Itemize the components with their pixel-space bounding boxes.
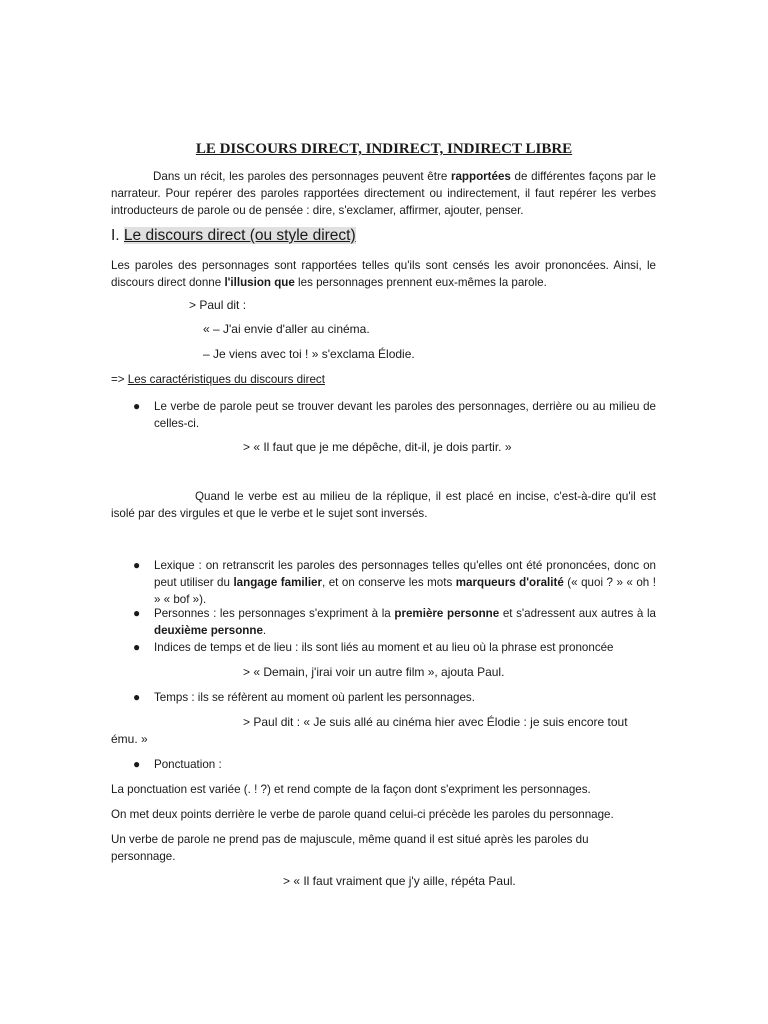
bullet-ponctuation: Ponctuation :: [154, 758, 222, 771]
example4-line2: ému. »: [111, 732, 148, 746]
intro-text-2: de différentes façons par le narrateur. Pour repérer des paroles rapportées directement ou indirectement, il faut repérer les verbes introducteurs de parole ou de pensée : dire, s'exclamer, affirmer, ajouter, penser.: [111, 170, 656, 217]
bullet-icon: ●: [133, 690, 141, 704]
characteristics-heading: [111, 371, 656, 388]
bullet-indices: Indices de temps et de lieu : ils sont liés au moment et au lieu où la phrase est prononcée: [154, 641, 614, 654]
incise-paragraph: Quand le verbe est au milieu de la réplique, il est placé en incise, c'est-à-dire qu'il est isolé par des virgules et que le verbe et le sujet sont inversés.: [111, 490, 656, 520]
ponctuation-paragraph-1: La ponctuation est variée (. ! ?) et rend compte de la façon dont s'expriment les personnages.: [111, 783, 591, 796]
personnes-text-2: et s'adressent aux autres à la: [499, 607, 656, 620]
characteristics-label: Les caractéristiques du discours direct: [127, 373, 325, 386]
example1-line1: > Paul dit :: [189, 298, 247, 312]
example3: > « Demain, j'irai voir un autre film », ajouta Paul.: [243, 665, 505, 679]
lexique-bold-1: langage familier: [233, 576, 322, 589]
personnes-bold-2: deuxième personne: [154, 624, 263, 637]
definition-text-2: les personnages prennent eux-mêmes la parole.: [294, 276, 547, 289]
lexique-text-2: , et on conserve les mots: [322, 576, 456, 589]
personnes-bold-1: première personne: [394, 607, 500, 620]
section-number: I.: [111, 227, 124, 244]
ponctuation-paragraph-3: Un verbe de parole ne prend pas de majuscule, même quand il est situé après les paroles du personnage.: [111, 833, 589, 863]
lexique-text-1: Lexique : on retranscrit les paroles des personnages telles qu'elles ont été prononcées, donc on peut utiliser du: [154, 559, 656, 589]
bullet-verbe: Le verbe de parole peut se trouver devant les paroles des personnages, derrière ou au milieu de celles-ci.: [154, 400, 656, 430]
example5: > « Il faut vraiment que j'y aille, répéta Paul.: [283, 874, 516, 888]
ponctuation-paragraph-2: On met deux points derrière le verbe de parole quand celui-ci précède les paroles du personnage.: [111, 808, 614, 821]
example2: > « Il faut que je me dépêche, dit-il, je dois partir. »: [243, 440, 512, 454]
definition-bold: l'illusion que: [224, 276, 295, 289]
intro-bold-rapportees: rapportées: [450, 170, 511, 183]
bullet-icon: ●: [133, 558, 141, 572]
section-heading-1: [111, 227, 356, 245]
example4-line1: > Paul dit : « Je suis allé au cinéma hier avec Élodie : je suis encore tout: [243, 715, 628, 729]
arrow-symbol: =>: [111, 373, 128, 386]
example1-line2: « – J'ai envie d'aller au cinéma.: [203, 322, 370, 336]
section-title: Le discours direct (ou style direct): [123, 227, 356, 244]
bullet-icon: ●: [133, 640, 141, 654]
personnes-text-1: Personnes : les personnages s'expriment à la: [154, 607, 395, 620]
definition-text-1: Les paroles des personnages sont rapportées telles qu'ils sont censés les avoir prononcées. Ainsi, le discours direct donne: [111, 259, 656, 289]
lexique-bold-2: marqueurs d'oralité: [455, 576, 564, 589]
personnes-text-3: .: [262, 624, 267, 637]
bullet-icon: ●: [133, 757, 141, 771]
bullet-icon: ●: [133, 399, 141, 413]
lexique-text-3: (« quoi ? » « oh ! » « bof »).: [154, 576, 656, 606]
intro-text-1: Dans un récit, les paroles des personnages peuvent être: [153, 170, 451, 183]
bullet-icon: ●: [133, 606, 141, 620]
example1-line3: – Je viens avec toi ! » s'exclama Élodie.: [203, 347, 415, 361]
definition-paragraph: [111, 257, 656, 291]
intro-paragraph: [111, 168, 656, 219]
document-title: LE DISCOURS DIRECT, INDIRECT, INDIRECT LIBRE: [195, 141, 573, 157]
bullet-personnes: [154, 605, 656, 639]
bullet-lexique: [154, 557, 656, 608]
bullet-temps: Temps : ils se réfèrent au moment où parlent les personnages.: [154, 691, 475, 704]
